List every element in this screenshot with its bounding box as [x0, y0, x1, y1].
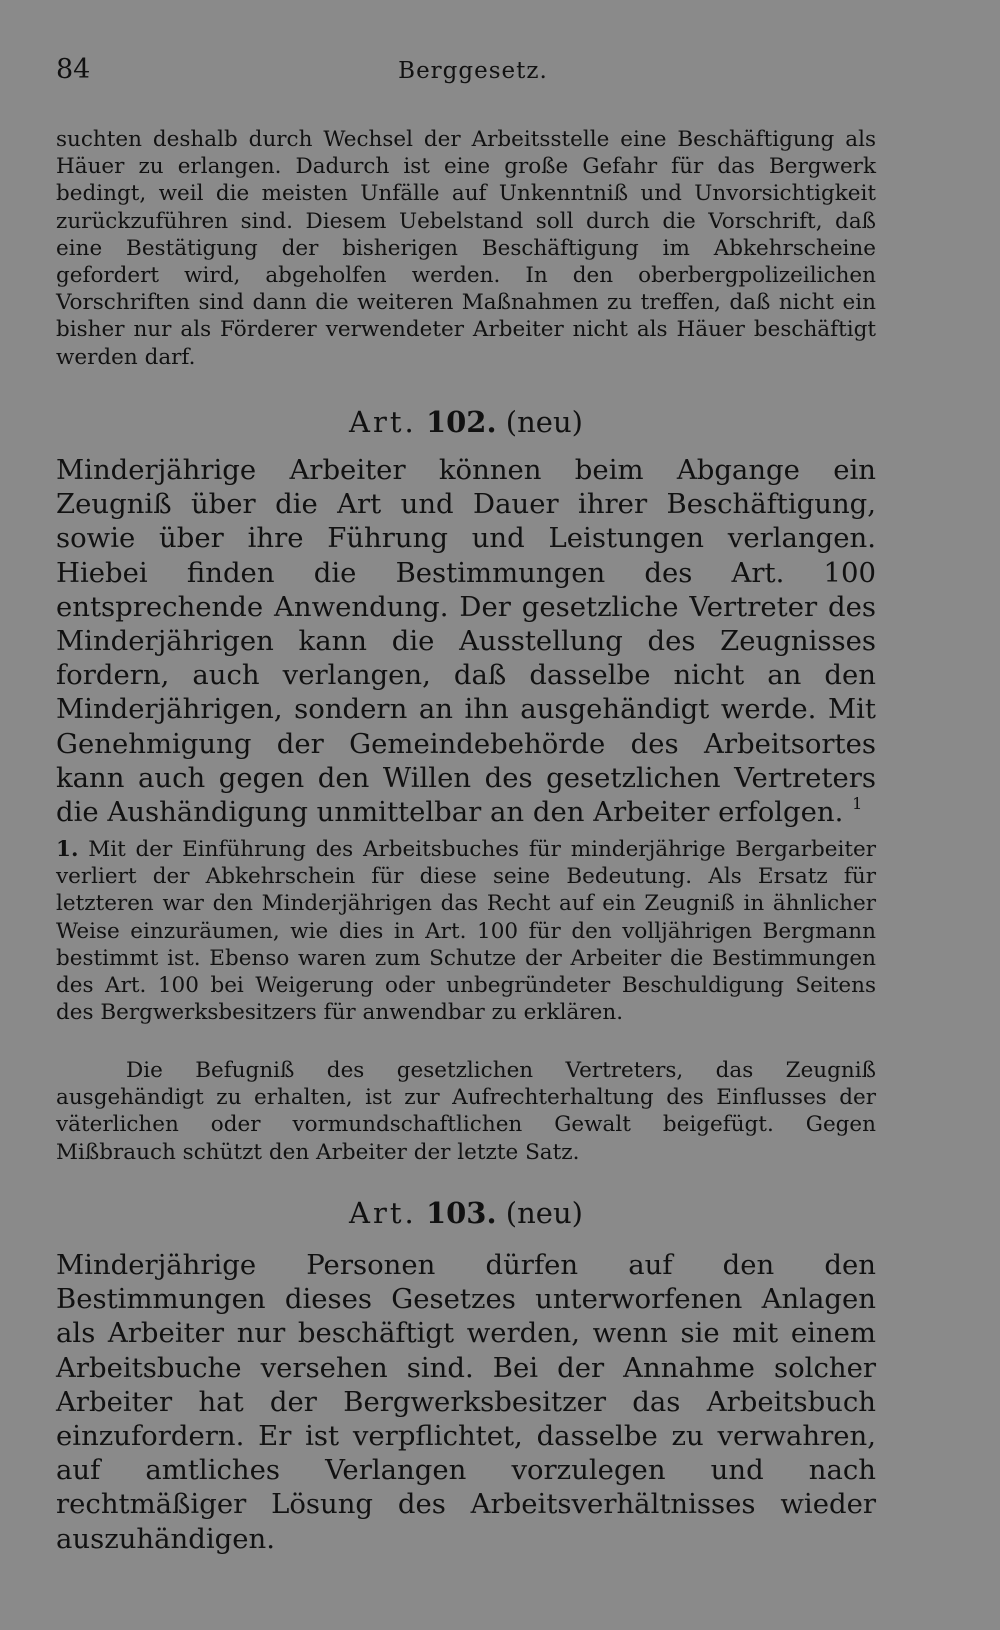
- article-102-text: [56, 453, 876, 829]
- article-103-text: Minderjährige Personen dürfen auf den den Bestimmungen dieses Gesetzes unterworfenen Anlagen als Arbeiter nur beschäftigt werden, wenn sie mit einem Arbeitsbuche versehen sind. Bei der Annahme solcher Arbeiter hat der Bergwerksbesitzer das Arbeitsbuch einzufordern. Er ist verpflichtet, dasselbe zu verwahren, auf amtliches Verlangen vorzulegen und nach rechtmäßiger Lösung des Arbeitsverhältnisses wieder auszuhändigen.: [56, 1249, 876, 1555]
- article-102-body: Minderjährige Arbeiter können beim Abgange ein Zeugniß über die Art und Dauer ihrer Beschäftigung, sowie über ihre Führung und Leistungen verlangen. Hiebei finden die Bestimmungen des Art. 100 entsprechende Anwendung. Der gesetzliche Vertreter des Minderjährigen kann die Ausstellung des Zeugnisses fordern, auch verlangen, daß dasselbe nicht an den Minderjährigen, sondern an ihn ausgehändigt werde. Mit Genehmigung der Gemeindebehörde des Arbeitsortes kann auch gegen den Willen des gesetzlichen Vertreters die Aushändigung unmittelbar an den Arbeiter erfolgen.: [56, 454, 876, 829]
- intro-paragraph: suchten deshalb durch Wechsel der Arbeitsstelle eine Beschäftigung als Häuer zu erlangen. Dadurch ist eine große Gefahr für das Bergwerk bedingt, weil die meisten Unfälle auf Unkenntniß und Unvorsichtigkeit zurückzuführen sind. Diesem Uebelstand soll durch die Vorschrift, daß eine Bestätigung der bisherigen Beschäftigung im Abkehrscheine gefordert wird, abgeholfen werden. In den oberbergpolizeilichen Vorschriften sind dann die weiteren Maßnahmen zu treffen, daß nicht ein bisher nur als Förderer verwendeter Arbeiter nicht als Häuer beschäftigt werden darf.: [56, 127, 876, 370]
- footnote-number: 1.: [56, 837, 79, 862]
- footnote-text: Mit der Einführung des Arbeitsbuches für minderjährige Bergarbeiter verliert der Abkehrschein für diese seine Bedeutung. Als Ersatz für letzteren war den Minderjährigen das Recht auf ein Zeugniß in ähnlicher Weise einzuräumen, wie dies in Art. 100 für den volljährigen Bergmann bestimmt ist. Ebenso waren zum Schutze der Arbeiter die Bestimmungen des Art. 100 bei Weigerung oder unbegründeter Beschuldigung Seitens des Bergwerksbesitzers für anwendbar zu erklären.: [56, 837, 876, 1026]
- article-label: Art.: [349, 405, 417, 439]
- article-status: (neu): [505, 1196, 583, 1230]
- article-102-footnote: [56, 836, 876, 1026]
- footnote-reference: 1: [852, 794, 863, 814]
- article-label: Art.: [349, 1196, 417, 1230]
- article-number: 103.: [425, 1196, 497, 1230]
- running-title: Berggesetz.: [398, 58, 548, 84]
- article-status: (neu): [505, 405, 583, 439]
- page-header: [56, 54, 890, 94]
- article-102-footnote-paragraph-2: Die Befugniß des gesetzlichen Vertreters, das Zeugniß ausgehändigt zu erhalten, ist zur Aufrechterhaltung des Einflusses der väterlichen oder vormundschaftlichen Gewalt beigefügt. Gegen Mißbrauch schützt den Arbeiter der letzte Satz.: [56, 1058, 876, 1165]
- article-103-heading: [56, 1196, 876, 1230]
- article-102-heading: [56, 405, 876, 439]
- article-number: 102.: [425, 405, 497, 439]
- page-number: 84: [56, 54, 91, 85]
